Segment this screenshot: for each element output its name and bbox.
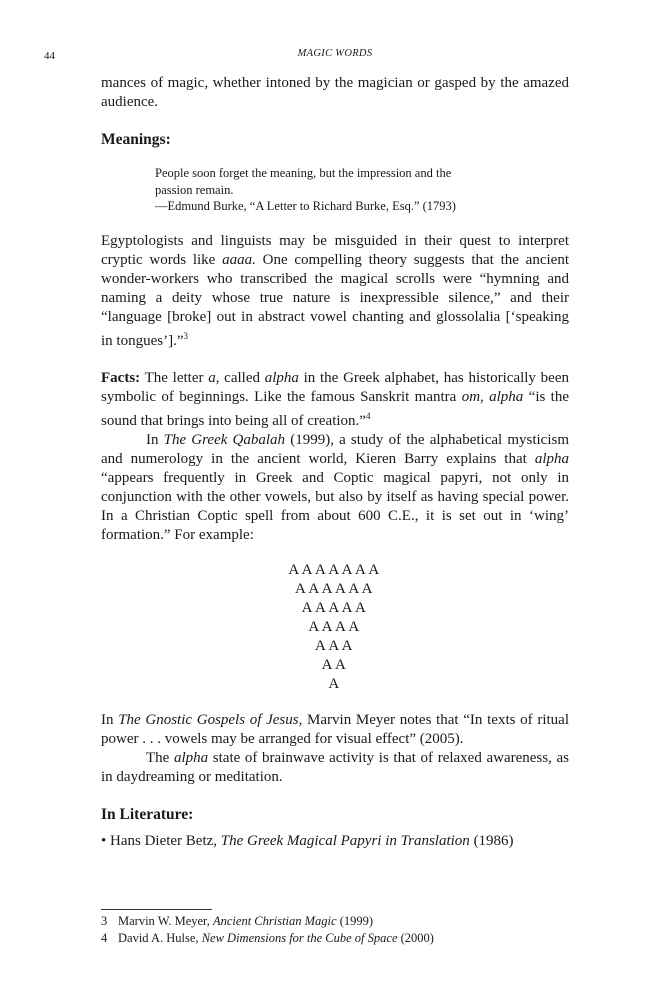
running-head: MAGIC WORDS	[297, 48, 373, 59]
meanings-heading: Meanings:	[101, 131, 171, 148]
text-run: “is the sound that brings into being all of creation.”	[101, 388, 570, 429]
text-run: (1999)	[336, 914, 374, 928]
text-run: • Hans Dieter Betz,	[101, 832, 221, 849]
text-run: The	[146, 749, 174, 766]
footnote	[101, 913, 434, 930]
text-run: “appears frequently in Greek and Coptic magical papyri, not only in conjunction with the other vowels, but also by itself as having special power. In a Christian Coptic spell from about 600 C.E., it is set out in ‘wing’ formation.” For example:	[101, 469, 569, 543]
wing-row: AAAAAAA	[288, 561, 382, 578]
italic-run: alpha	[534, 450, 569, 467]
footnotes	[101, 913, 434, 947]
wing-row: AAA	[315, 637, 355, 654]
italic-run: New Dimensions for the Cube of Space	[201, 931, 398, 945]
text-run: , called	[215, 369, 265, 386]
italic-run: alpha	[173, 749, 209, 766]
facts-label: Facts:	[101, 369, 141, 386]
text-run: One compelling theory suggests that the ancient wonder-workers who transcribed the magical scrolls were “hymning and naming a deity whose true nature is inexpressible silence,” and their “language [broke] out in abstract vowel chanting and glossolalia [‘speaking in tongues’].”	[101, 251, 569, 349]
main-text-column	[101, 74, 569, 851]
text-run: The letter	[140, 369, 209, 386]
text-run: Marvin W. Meyer,	[118, 914, 213, 928]
italic-run: Ancient Christian Magic	[212, 914, 337, 928]
footnote-number: 4	[101, 931, 108, 945]
quote-line: People soon forget the meaning, but the impression and the	[155, 166, 452, 180]
text-run: In	[146, 431, 164, 448]
italic-run: aaaa.	[222, 251, 256, 268]
wing-row: AAAAAA	[295, 580, 375, 597]
alpha-state-paragraph	[101, 749, 569, 787]
literature-heading: In Literature:	[101, 805, 194, 823]
text-run: ,	[480, 388, 490, 405]
text-run: state of brainwave activity is that of relaxed awareness, as in daydreaming or meditation.	[101, 749, 569, 785]
text-run: In	[101, 711, 119, 728]
text-run: (1999), a study of the alphabetical mysticism and numerology in the ancient world, Kieren Barry explains that	[101, 431, 569, 467]
quote-line: passion remain.	[155, 182, 234, 197]
wing-row: A	[328, 675, 342, 692]
quote-attribution: —Edmund Burke, “A Letter to Richard Burke, Esq.” (1793)	[155, 199, 456, 213]
text-run: (2000)	[397, 931, 434, 945]
text-run: (1986)	[469, 832, 514, 849]
text-run: in the Greek alphabet, has historically been symbolic of beginnings. Like the famous Sanskrit mantra	[101, 369, 569, 405]
literature-item	[101, 832, 569, 851]
footnote-number: 3	[101, 914, 108, 928]
italic-run: alpha	[264, 369, 299, 386]
wing-row: AAAAA	[301, 599, 369, 616]
text-run: Marvin Meyer notes that “In texts of ritual power . . . vowels may be arranged for visual effect” (2005).	[101, 711, 569, 747]
wing-row: AA	[321, 656, 349, 673]
alpha-wing-formation	[101, 561, 569, 694]
italic-run: The Greek Qabalah	[163, 431, 286, 448]
italic-run: The Greek Magical Papyri in Translation	[220, 832, 470, 849]
text-run: Egyptologists and linguists may be misguided in their quest to interpret cryptic words like	[101, 232, 569, 268]
page-number: 44	[44, 50, 55, 62]
footnote	[101, 930, 434, 947]
gnostic-paragraph	[101, 711, 569, 749]
footnote-rule	[101, 909, 212, 910]
wing-row: AAAA	[308, 618, 362, 635]
qabalah-paragraph	[101, 431, 569, 545]
egyptologists-paragraph	[101, 232, 569, 351]
text-run: David A. Hulse,	[118, 931, 202, 945]
footnote-ref: 3	[183, 330, 188, 341]
facts-paragraph	[101, 369, 569, 431]
italic-run: om	[461, 388, 481, 405]
italic-run: The Gnostic Gospels of Jesus,	[118, 711, 303, 728]
footnote-ref: 4	[365, 410, 371, 421]
italic-run: a	[208, 369, 216, 386]
italic-run: alpha	[489, 388, 524, 405]
epigraph-quote	[155, 165, 500, 215]
intro-paragraph: mances of magic, whether intoned by the magician or gasped by the amazed audience.	[101, 75, 569, 110]
